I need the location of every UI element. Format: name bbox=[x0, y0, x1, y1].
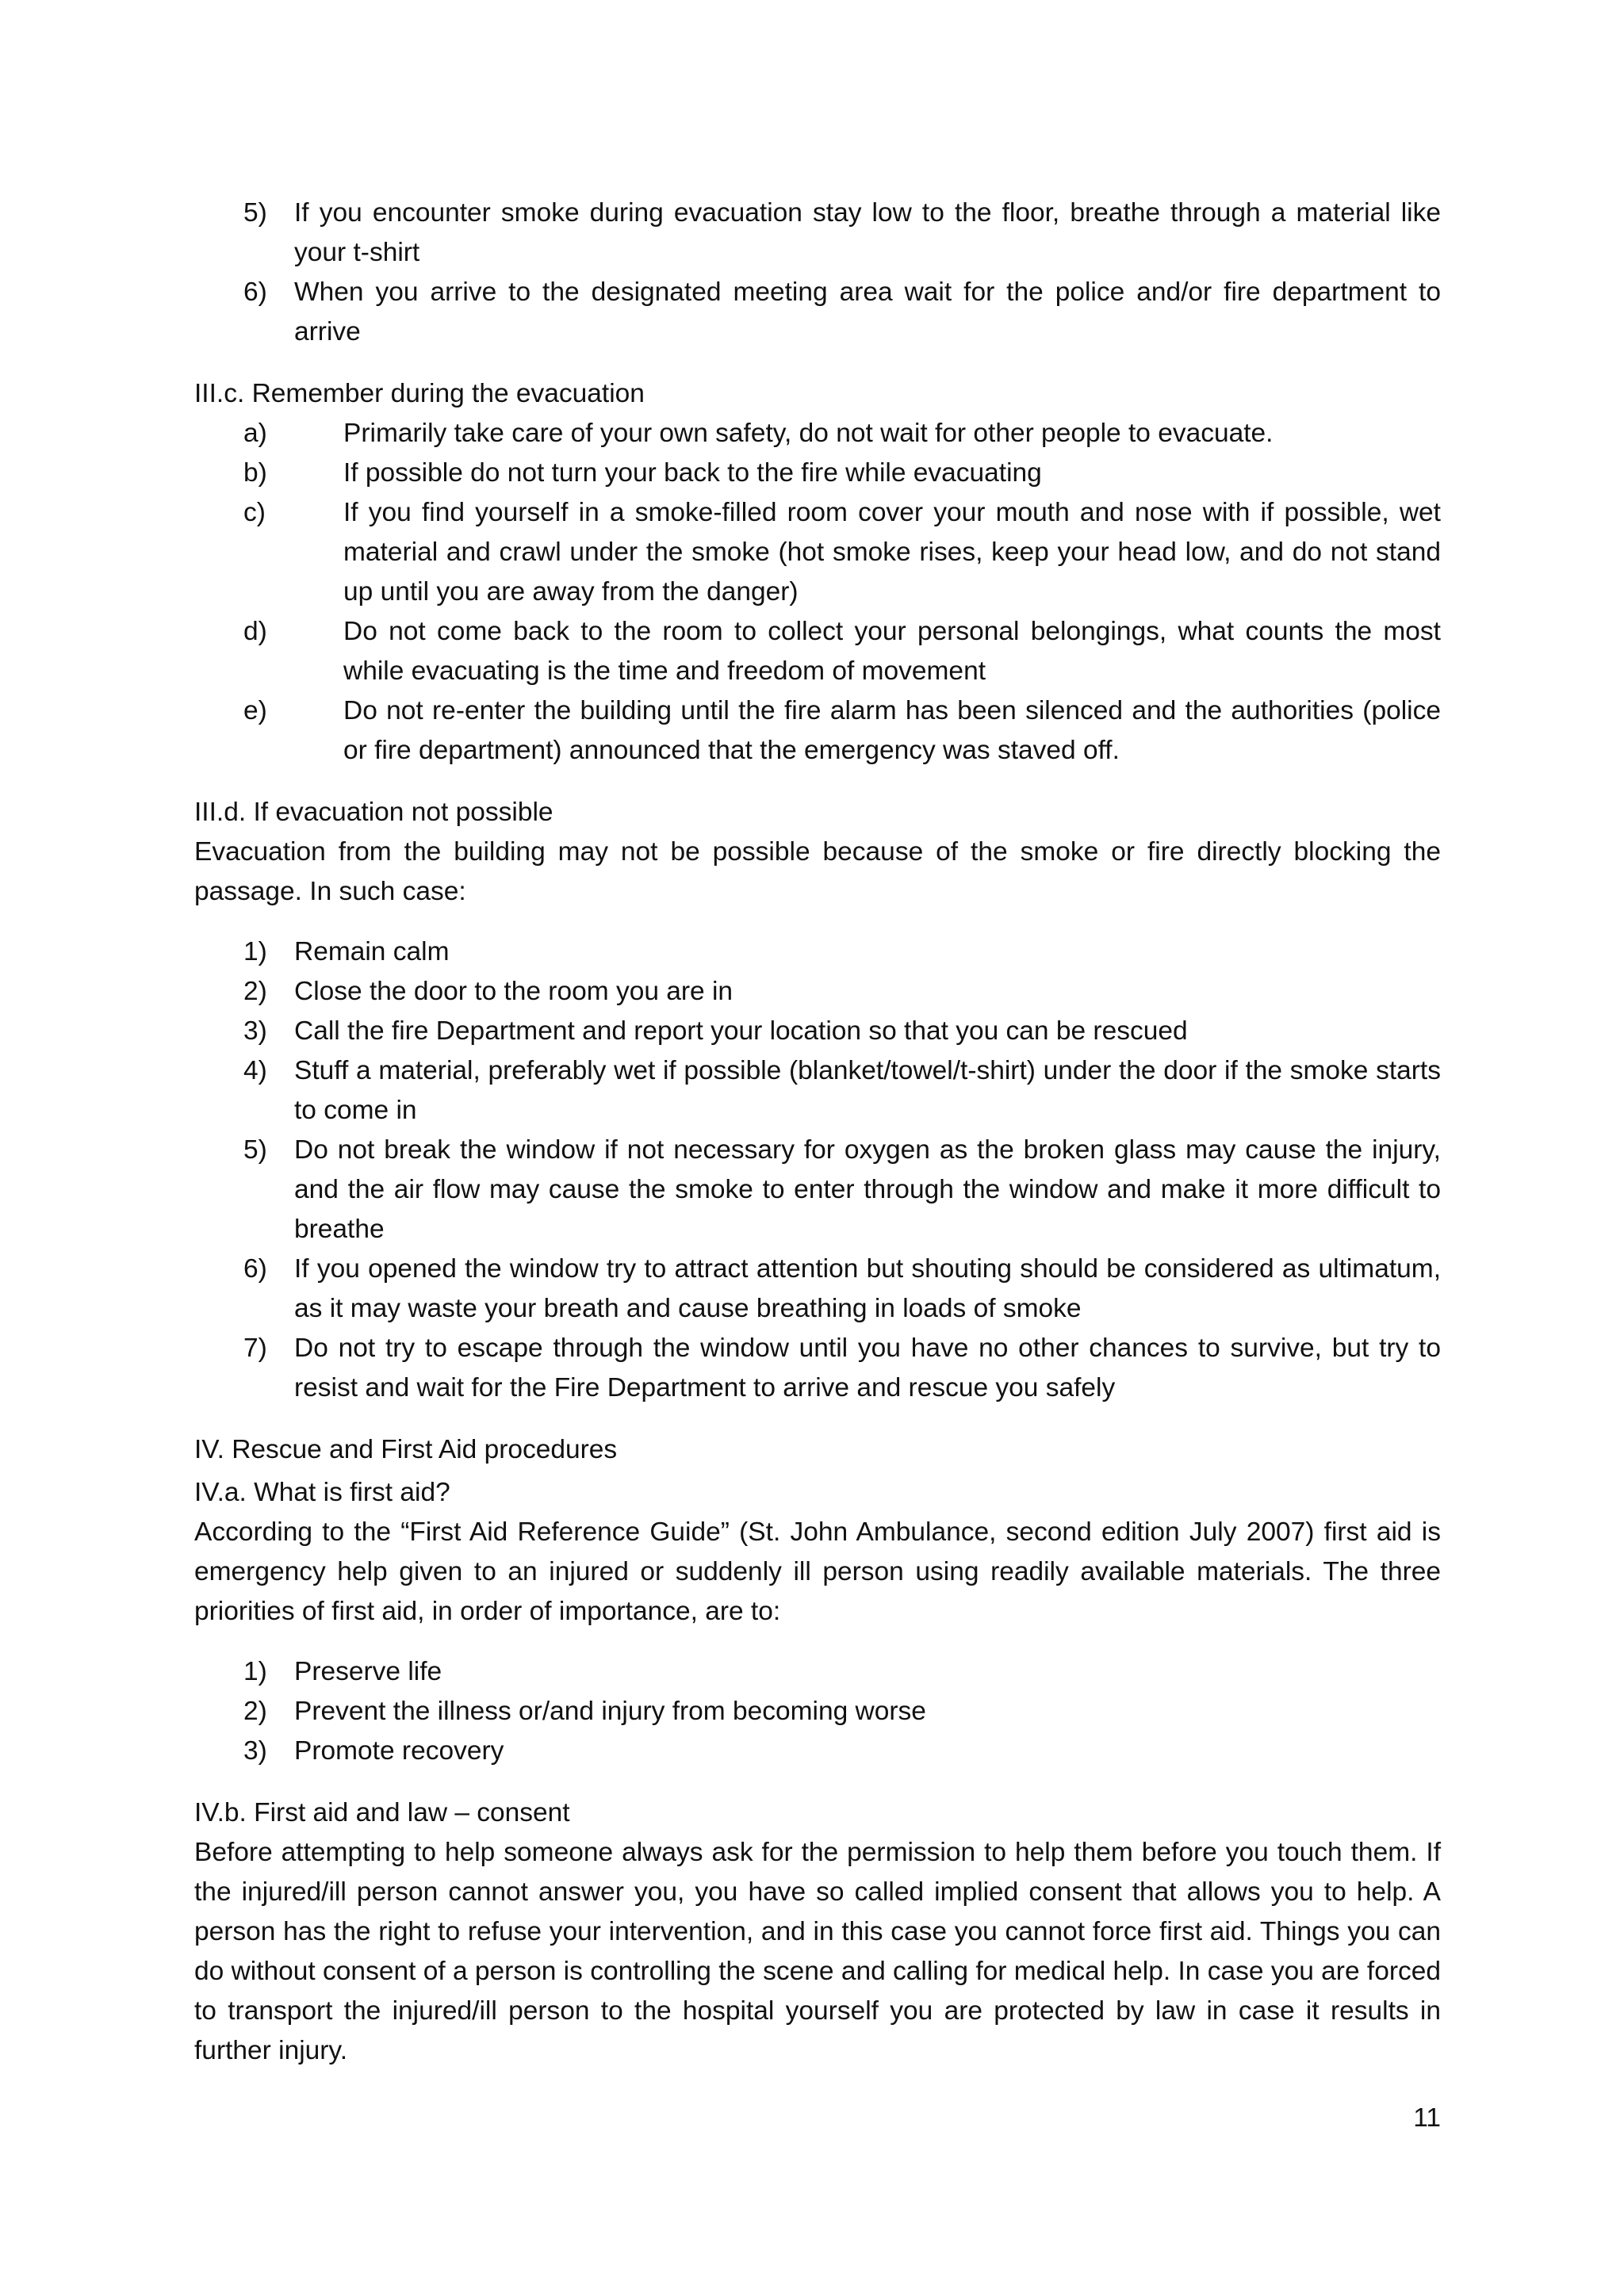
list-marker: 5) bbox=[243, 198, 267, 228]
section-intro-4a: According to the “First Aid Reference Guide” (St. John Ambulance, second edition July 2007) first aid is emergency help given to an injured or suddenly ill person using readily available materials. The three priorities of first aid, in order of importance, are to: bbox=[194, 1517, 1441, 1626]
list-item bbox=[194, 453, 1441, 493]
list-marker: 1) bbox=[243, 1657, 267, 1686]
list-item-text: If you find yourself in a smoke-filled room cover your mouth and nose with if possible, wet material and crawl under the smoke (hot smoke rises, keep your head low, and do not stand up until you are away from the danger) bbox=[343, 498, 1441, 607]
section-intro-3d: Evacuation from the building may not be possible because of the smoke or fire directly blocking the passage. In such case: bbox=[194, 837, 1441, 906]
list-marker: c) bbox=[243, 498, 266, 527]
list-item-text: If possible do not turn your back to the fire while evacuating bbox=[343, 458, 1042, 488]
list-marker: 6) bbox=[243, 1254, 267, 1284]
list-marker: 6) bbox=[243, 277, 267, 307]
section-body-4b: Before attempting to help someone always ask for the permission to help them before you touch them. If the injured/ill person cannot answer you, you have so called implied consent that allows you to help. A person has the right to refuse your intervention, and in this case you cannot force first aid. Things you can do without consent of a person is controlling the scene and calling for medical help. In case you are forced to transport the injured/ill person to the hospital yourself you are protected by law in case it results in further injury. bbox=[194, 1838, 1441, 2065]
list-item-text: Prevent the illness or/and injury from becoming worse bbox=[294, 1697, 926, 1726]
list-marker: 7) bbox=[243, 1334, 267, 1363]
list-item-text: Close the door to the room you are in bbox=[294, 977, 733, 1006]
list-item bbox=[194, 1652, 1441, 1692]
list-item-text: Preserve life bbox=[294, 1657, 442, 1686]
list-marker: b) bbox=[243, 458, 267, 488]
list-item bbox=[194, 1692, 1441, 1732]
list-item-text: Do not try to escape through the window until you have no other chances to survive, but try to resist and wait for the Fire Department to arrive and rescue you safely bbox=[294, 1334, 1441, 1402]
remember-list bbox=[194, 414, 1441, 771]
section-heading-4a: IV.a. What is first aid? bbox=[194, 1478, 450, 1507]
section-heading-4b: IV.b. First aid and law – consent bbox=[194, 1798, 570, 1827]
first-aid-priorities-list bbox=[194, 1652, 1441, 1771]
list-marker: 2) bbox=[243, 1697, 267, 1726]
list-item-text: Do not re-enter the building until the fire alarm has been silenced and the authorities (police or fire department) announced that the emergency was staved off. bbox=[343, 696, 1441, 765]
list-item-text: When you arrive to the designated meeting area wait for the police and/or fire department to arrive bbox=[294, 277, 1441, 346]
list-marker: 1) bbox=[243, 937, 267, 966]
list-item bbox=[194, 493, 1441, 612]
page-number: 11 bbox=[1413, 2103, 1441, 2133]
list-marker: 3) bbox=[243, 1016, 267, 1046]
evacuation-steps-list bbox=[194, 193, 1441, 352]
list-item bbox=[194, 691, 1441, 771]
list-item bbox=[194, 612, 1441, 691]
list-marker: 4) bbox=[243, 1056, 267, 1085]
list-item bbox=[194, 1131, 1441, 1249]
list-marker: 3) bbox=[243, 1736, 267, 1766]
list-item bbox=[194, 1732, 1441, 1771]
list-item-text: If you encounter smoke during evacuation stay low to the floor, breathe through a material like your t-shirt bbox=[294, 198, 1441, 267]
section-heading-3d: III.d. If evacuation not possible bbox=[194, 798, 553, 827]
list-marker: d) bbox=[243, 617, 267, 646]
list-marker: 5) bbox=[243, 1135, 267, 1165]
list-item-text: Do not break the window if not necessary for oxygen as the broken glass may cause the injury, and the air flow may cause the smoke to enter through the window and make it more difficult to breathe bbox=[294, 1135, 1441, 1244]
list-item bbox=[194, 932, 1441, 972]
list-marker: e) bbox=[243, 696, 267, 725]
list-item-text: If you opened the window try to attract attention but shouting should be considered as ultimatum, as it may waste your breath and cause breathing in loads of smoke bbox=[294, 1254, 1441, 1323]
list-item-text: Promote recovery bbox=[294, 1736, 504, 1766]
list-item bbox=[194, 972, 1441, 1012]
list-item-text: Call the fire Department and report your location so that you can be rescued bbox=[294, 1016, 1188, 1046]
list-item bbox=[194, 1051, 1441, 1131]
evacuation-not-possible-list bbox=[194, 932, 1441, 1408]
list-item-text: Primarily take care of your own safety, do not wait for other people to evacuate. bbox=[343, 419, 1274, 448]
list-item-text: Stuff a material, preferably wet if possible (blanket/towel/t-shirt) under the door if the smoke starts to come in bbox=[294, 1056, 1441, 1125]
list-marker: 2) bbox=[243, 977, 267, 1006]
list-item-text: Do not come back to the room to collect your personal belongings, what counts the most while evacuating is the time and freedom of movement bbox=[343, 617, 1441, 686]
list-marker: a) bbox=[243, 419, 267, 448]
list-item bbox=[194, 193, 1441, 273]
document-page bbox=[194, 193, 1441, 2071]
section-heading-4: IV. Rescue and First Aid procedures bbox=[194, 1435, 618, 1464]
section-heading-3c: III.c. Remember during the evacuation bbox=[194, 379, 645, 408]
list-item bbox=[194, 1329, 1441, 1408]
list-item bbox=[194, 273, 1441, 352]
list-item bbox=[194, 1249, 1441, 1329]
list-item bbox=[194, 414, 1441, 453]
list-item-text: Remain calm bbox=[294, 937, 450, 966]
list-item bbox=[194, 1012, 1441, 1051]
